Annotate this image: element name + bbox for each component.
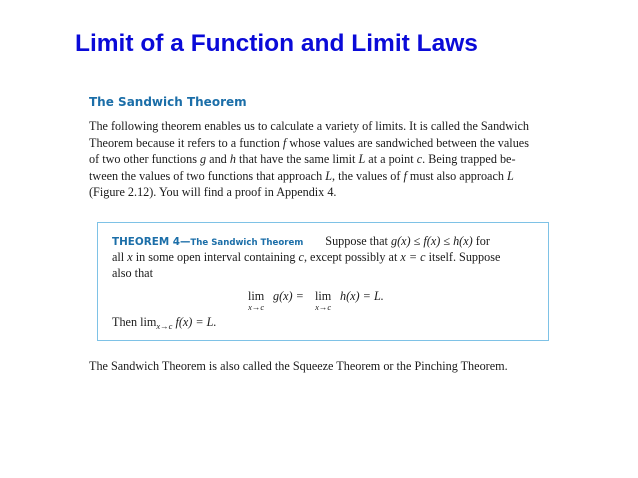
intro-line-1: The following theorem enables us to calculate a variety of limits. It is called the Sandwich [89, 119, 529, 133]
intro-line-5: (Figure 2.12). You will find a proof in Appendix 4. [89, 185, 337, 200]
limit-operator-g: lim x→c [248, 289, 265, 312]
theorem-inequality: g(x) ≤ f(x) ≤ h(x) [390, 234, 473, 248]
limit-equation [248, 289, 448, 319]
section-heading: The Sandwich Theorem [89, 95, 247, 109]
theorem-statement-line-2: all x in some open interval containing c, except possibly at x = c itself. Suppose [112, 250, 501, 264]
limit-h-expression: h(x) = L. [340, 289, 384, 303]
intro-line-4: tween the values of two functions that approach L, the values of f must also approach L [89, 168, 514, 183]
intro-line-2: Theorem because it refers to a function f whose values are sandwiched between the values [89, 135, 529, 150]
theorem-statement-line-3: also that [112, 266, 153, 280]
intro-paragraph [89, 118, 551, 201]
intro-line-3: of two other functions g and h that have the same limit L at a point c. Being trapped be- [89, 152, 516, 167]
theorem-box [97, 222, 549, 341]
theorem-label: THEOREM 4—The Sandwich Theorem [112, 236, 304, 248]
theorem-statement-line-1: THEOREM 4—The Sandwich Theorem Suppose that g(x) ≤ f(x) ≤ h(x) for [112, 234, 490, 248]
closing-sentence: The Sandwich Theorem is also called the Squeeze Theorem or the Pinching Theorem. [89, 359, 508, 373]
limit-operator-h: lim x→c [315, 289, 332, 312]
theorem-conclusion: Then $\lim_{x\to c} f(x) = L$. [112, 315, 217, 331]
slide-title: Limit of a Function and Limit Laws [75, 30, 478, 57]
limit-g-expression: g(x) = [273, 289, 304, 303]
